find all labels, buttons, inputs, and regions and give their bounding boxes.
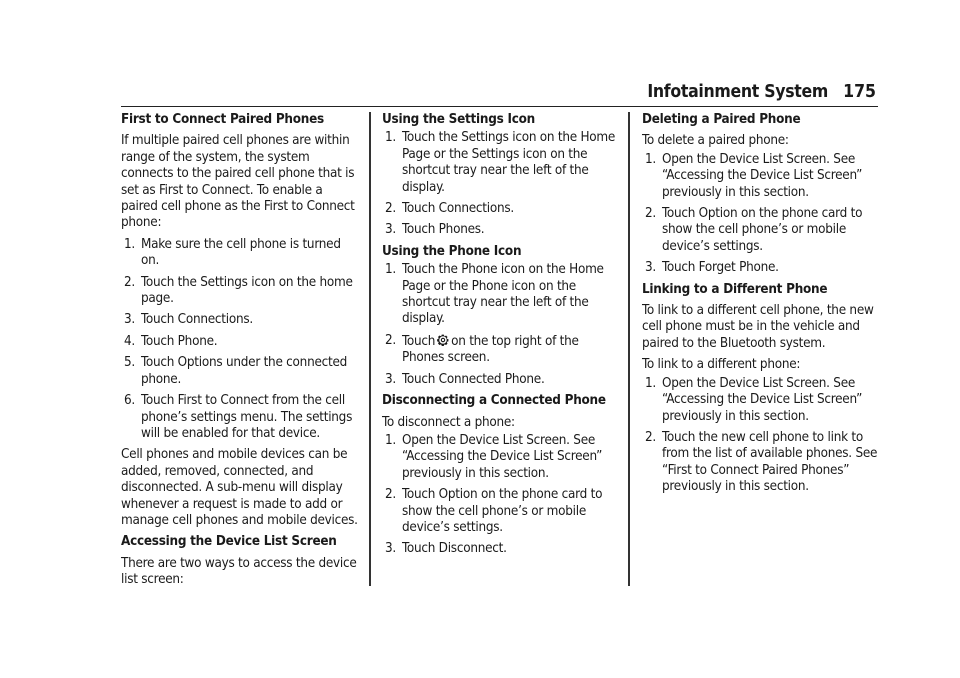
list-item: [642, 376, 880, 425]
step-number: 3.: [385, 371, 396, 387]
column-divider-right: [628, 112, 630, 586]
step-number: 2.: [124, 274, 135, 290]
list-item: [382, 222, 620, 238]
step-number: 4.: [124, 333, 135, 349]
step-text: Touch Phone.: [141, 333, 218, 349]
step-text: Touch Option on the phone card to show the cell phone’s or mobile device’s settings.: [402, 487, 603, 535]
list-item: [642, 152, 880, 201]
list-item: [382, 372, 620, 388]
heading-first-to-connect: First to Connect Paired Phones: [121, 112, 324, 127]
step-text: Touch Connections.: [141, 312, 253, 328]
step-number: 2.: [385, 332, 396, 348]
heading-phone-icon: Using the Phone Icon: [382, 243, 522, 259]
step-text: Touch Options under the connected phone.: [141, 355, 348, 387]
list-item: [382, 333, 620, 367]
step-text: Touch Disconnect.: [402, 541, 507, 557]
paragraph: To delete a paired phone:: [642, 133, 789, 149]
list-item: [642, 430, 880, 496]
paragraph: To link to a different cell phone, the new cell phone must be in the vehicle and paired to the Bluetooth system.: [642, 303, 874, 351]
step-number: 3.: [385, 541, 396, 557]
step-text: Touch the Phone icon on the Home Page or the Phone icon on the shortcut tray near the left of the display.: [402, 262, 604, 327]
heading-device-list: Accessing the Device List Screen: [121, 534, 337, 550]
step-text: Open the Device List Screen. See “Accessing the Device List Screen” previously in this section.: [402, 432, 603, 481]
list-item: [382, 262, 620, 328]
paragraph: To link to a different phone:: [642, 357, 801, 373]
step-text: Touch Forget Phone.: [662, 260, 779, 276]
list-item: [121, 237, 361, 270]
section-title: Infotainment System: [647, 82, 828, 102]
steps-settings-icon: [382, 130, 620, 238]
step-number: 6.: [124, 393, 135, 409]
list-item: [121, 393, 361, 442]
step-text: Touch: [402, 333, 436, 349]
list-item: [382, 487, 620, 536]
step-text: Touch Connections.: [402, 201, 514, 217]
heading-disconnecting: Disconnecting a Connected Phone: [382, 393, 606, 409]
step-text: Make sure the cell phone is turned on.: [141, 236, 341, 269]
paragraph: Cell phones and mobile devices can be added, removed, connected, and disconnected. A sub-menu will display whenever a request is made to add or manage cell phones and mobile devices.: [121, 447, 358, 528]
paragraph: There are two ways to access the device list screen:: [121, 555, 357, 588]
step-text: on the top right of the Phones screen.: [402, 333, 579, 366]
heading-deleting: Deleting a Paired Phone: [642, 112, 801, 127]
step-number: 2.: [385, 201, 396, 217]
step-text: Open the Device List Screen. See “Accessing the Device List Screen” previously in this section.: [662, 151, 863, 200]
page-number: 175: [843, 82, 876, 102]
list-item: [382, 130, 620, 196]
step-number: 1.: [645, 375, 656, 391]
steps-phone-icon: [382, 262, 620, 388]
column-3: [642, 112, 880, 501]
column-1: [121, 112, 361, 594]
step-number: 2.: [645, 429, 656, 445]
steps-disconnect: [382, 433, 620, 558]
steps-first-to-connect: [121, 237, 361, 442]
column-2: [382, 112, 620, 563]
step-number: 3.: [124, 312, 135, 328]
list-item: [121, 334, 361, 350]
paragraph: If multiple paired cell phones are within range of the system, the system connects to the paired cell phone that is set as First to Connect. To enable a paired cell phone as the First to Connect phone:: [121, 133, 355, 231]
heading-linking: Linking to a Different Phone: [642, 281, 828, 297]
gear-icon: [436, 333, 450, 347]
heading-settings-icon: Using the Settings Icon: [382, 112, 535, 127]
list-item: [642, 260, 880, 276]
list-item: [382, 433, 620, 482]
step-number: 1.: [385, 130, 396, 146]
step-text: Touch the Settings icon on the home page.: [141, 274, 353, 307]
list-item: [642, 206, 880, 255]
step-number: 5.: [124, 355, 135, 371]
step-number: 1.: [385, 262, 396, 278]
step-text: Touch Option on the phone card to show the cell phone’s or mobile device’s settings.: [662, 206, 863, 254]
step-number: 3.: [645, 260, 656, 276]
paragraph: To disconnect a phone:: [382, 414, 515, 430]
list-item: [382, 541, 620, 557]
list-item: [121, 312, 361, 328]
step-text: Touch the Settings icon on the Home Page or the Settings icon on the shortcut tray near the left of the display.: [402, 130, 616, 195]
steps-link: [642, 376, 880, 496]
step-number: 1.: [124, 236, 135, 252]
step-number: 1.: [385, 432, 396, 448]
step-number: 1.: [645, 151, 656, 167]
list-item: [121, 275, 361, 308]
list-item: [121, 355, 361, 388]
column-divider-left: [369, 112, 371, 586]
step-text: Touch Connected Phone.: [402, 371, 545, 387]
step-text: Touch the new cell phone to link to from the list of available phones. See “First to Connect Paired Phones” previously in this section.: [662, 429, 878, 495]
step-number: 2.: [385, 487, 396, 503]
step-text: Touch First to Connect from the cell phone’s settings menu. The settings will be enabled for that device.: [141, 393, 353, 441]
list-item: [382, 201, 620, 217]
step-text: Open the Device List Screen. See “Accessing the Device List Screen” previously in this section.: [662, 375, 863, 424]
page-header: [121, 82, 878, 107]
steps-delete: [642, 152, 880, 277]
step-number: 3.: [385, 222, 396, 238]
step-number: 2.: [645, 206, 656, 222]
step-text: Touch Phones.: [402, 222, 485, 238]
